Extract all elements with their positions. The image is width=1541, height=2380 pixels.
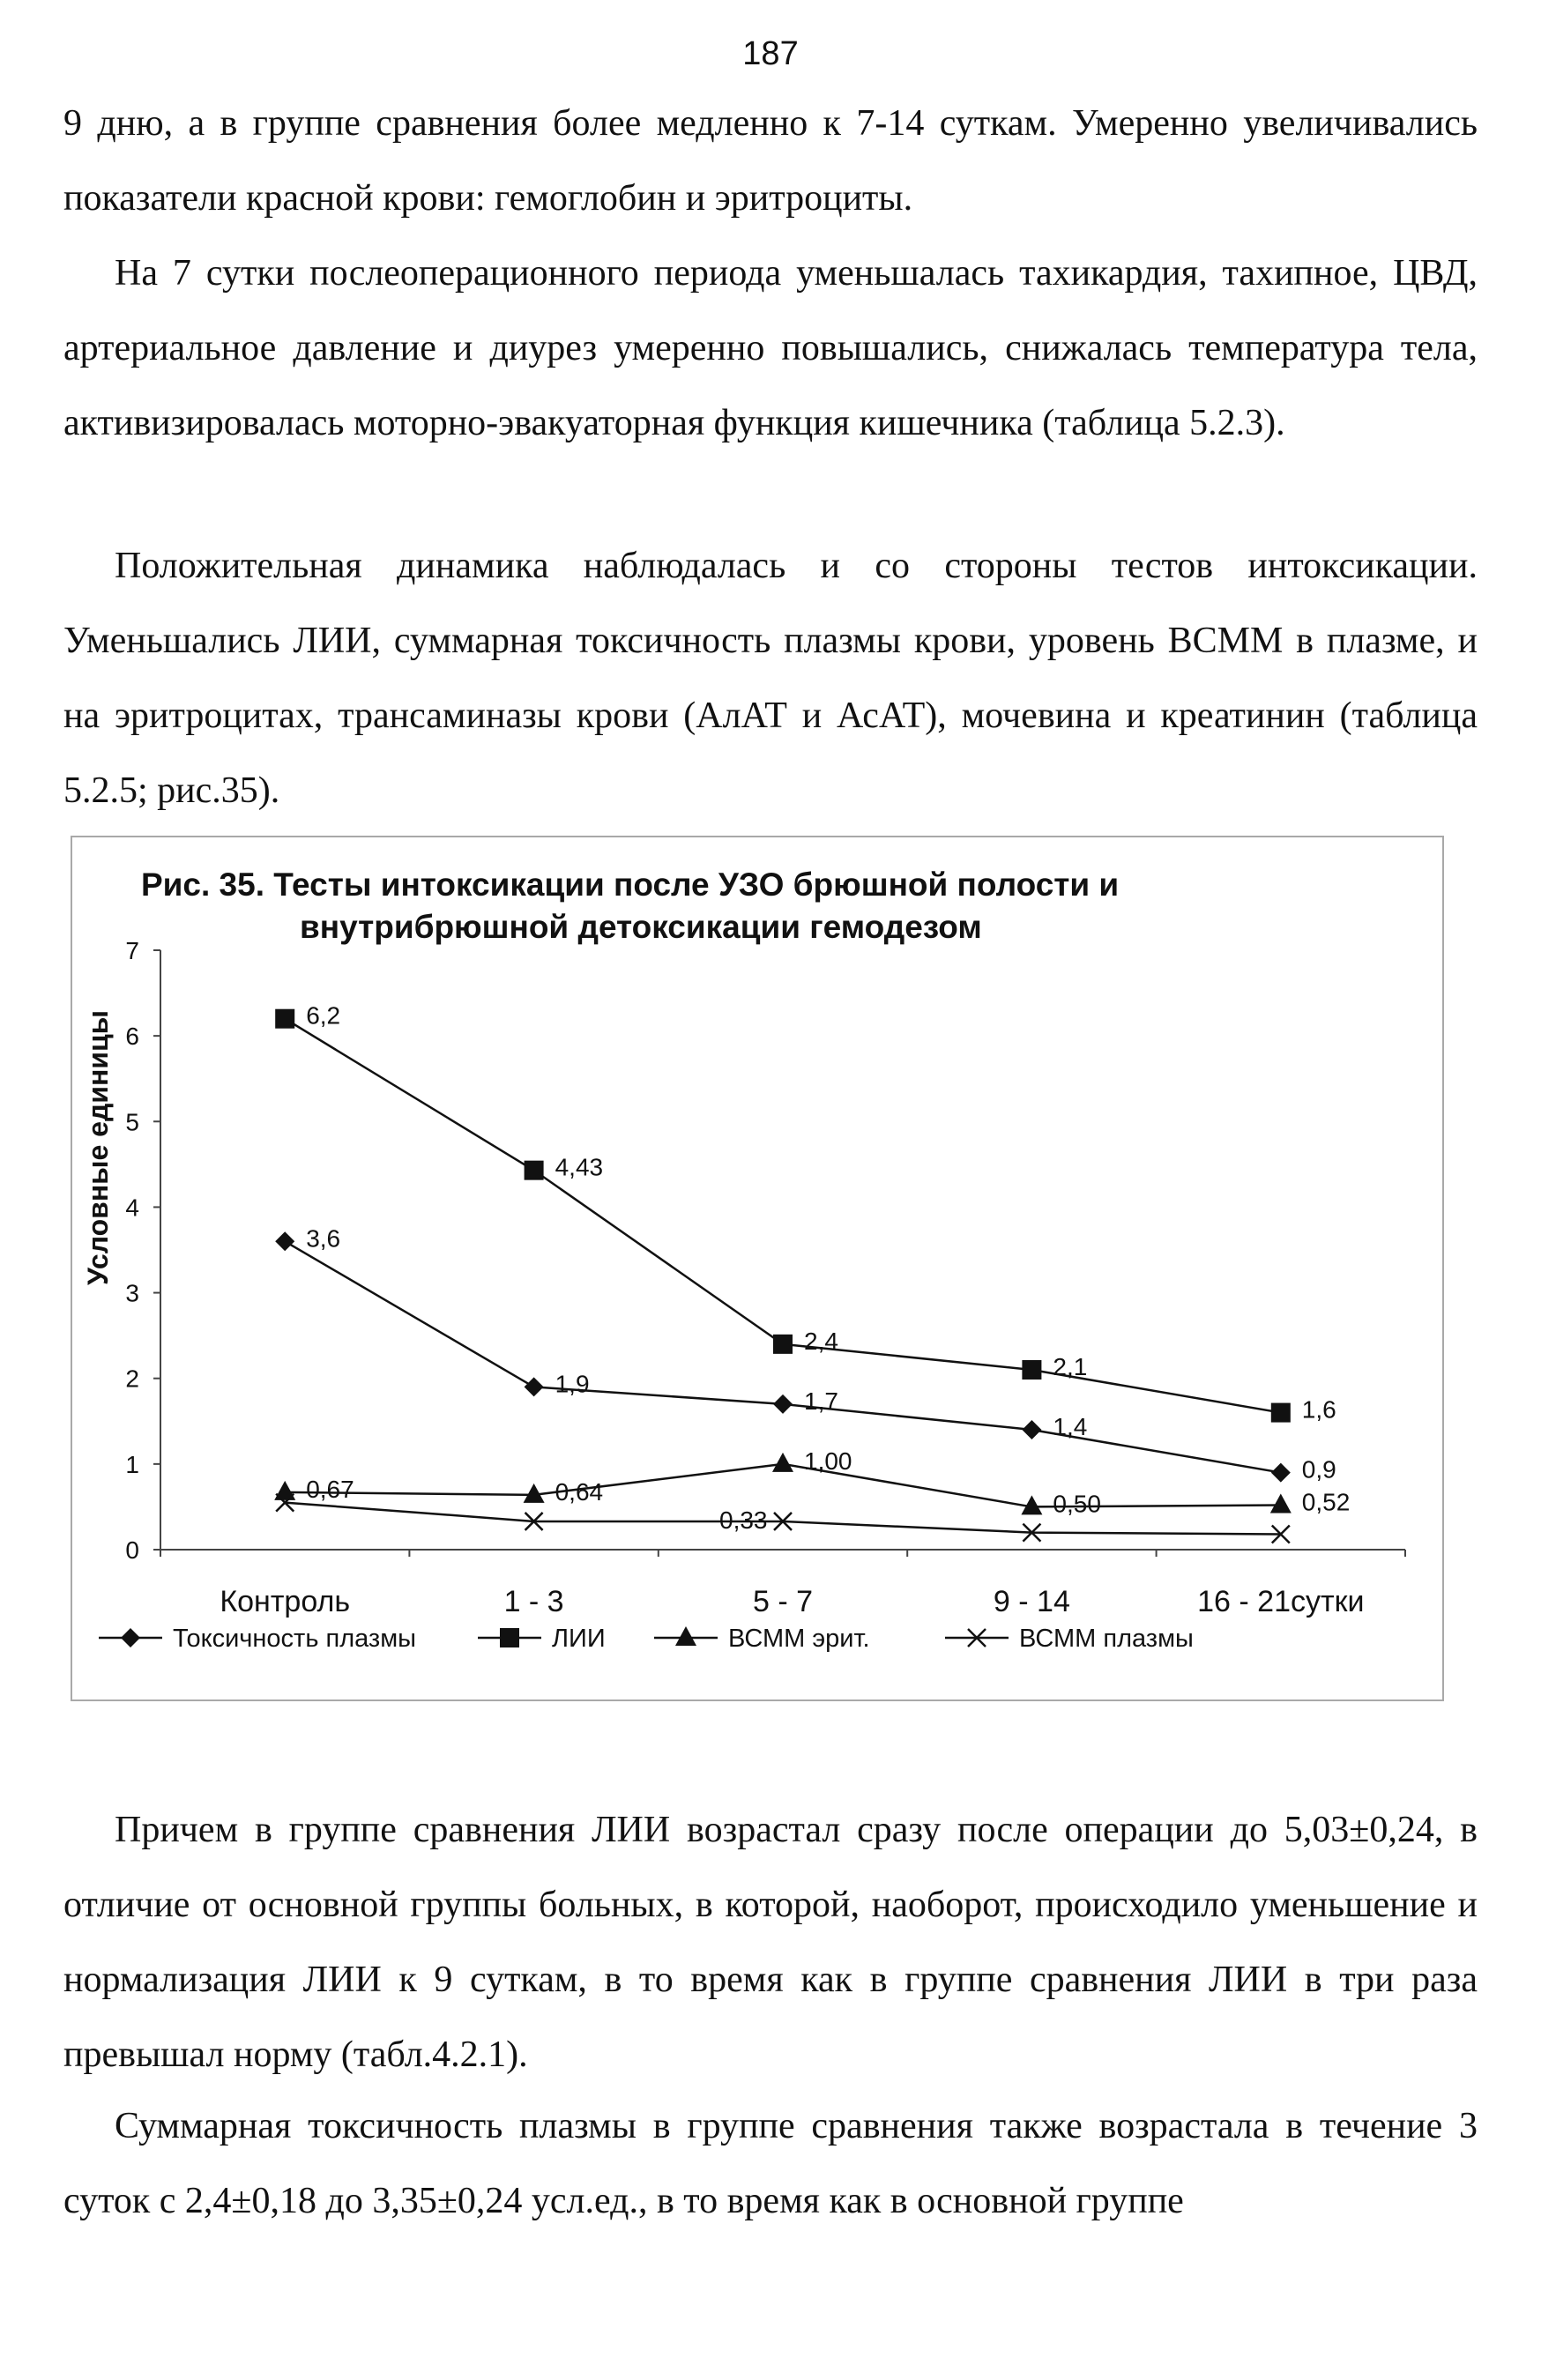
series-markers bbox=[274, 1009, 1292, 1543]
y-tick-label: 5 bbox=[125, 1108, 139, 1136]
y-tick-label: 3 bbox=[125, 1279, 139, 1307]
diamond-marker bbox=[1022, 1420, 1041, 1439]
data-label: 2,4 bbox=[804, 1327, 838, 1355]
x-category-label: 9 - 14 bbox=[993, 1585, 1070, 1618]
legend-label: Токсичность плазмы bbox=[173, 1625, 416, 1653]
data-label: 0,33 bbox=[719, 1506, 768, 1534]
x-category-label: 5 - 7 bbox=[752, 1585, 814, 1618]
data-label: 1,7 bbox=[804, 1387, 838, 1415]
paragraph-3: Положительная динамика наблюдалась и со стороны тестов интоксикации. Уменьшались ЛИИ, суммарная токсичность плазмы крови, уровень ВСММ в плазме, и на эритроцитах, трансаминазы крови (АлАТ и АсАТ), мочевина и креатинин (таблица 5.2.5; рис.35). bbox=[63, 546, 1478, 811]
y-tick-label: 4 bbox=[125, 1194, 139, 1222]
data-label: 3,6 bbox=[306, 1224, 341, 1253]
y-tick-label: 7 bbox=[125, 937, 139, 964]
diamond-marker bbox=[773, 1395, 793, 1414]
data-label: 0,52 bbox=[1301, 1488, 1351, 1516]
data-label: 1,4 bbox=[1053, 1413, 1088, 1440]
diamond-marker bbox=[275, 1231, 294, 1251]
data-label: 2,1 bbox=[1053, 1353, 1088, 1380]
data-label: 1,6 bbox=[1301, 1395, 1336, 1424]
data-label: 0,67 bbox=[306, 1475, 354, 1503]
triangle-marker bbox=[772, 1453, 793, 1472]
triangle-marker bbox=[274, 1481, 295, 1500]
diamond-marker bbox=[121, 1628, 140, 1647]
data-label: 6,2 bbox=[306, 1001, 341, 1030]
square-marker bbox=[500, 1628, 519, 1647]
square-marker bbox=[773, 1335, 793, 1354]
legend-label: ВСММ плазмы bbox=[1019, 1625, 1194, 1653]
paragraph-2: На 7 сутки послеоперационного периода уменьшалась тахикардия, тахипное, ЦВД, артериальное давление и диурез умеренно повышались, снижалась температура тела, активизировалась моторно-эвакуаторная функция кишечника (таблица 5.2.3). bbox=[63, 253, 1478, 443]
y-axis-label: Условные единицы bbox=[82, 1010, 114, 1285]
data-label: 1,00 bbox=[804, 1447, 852, 1475]
y-tick-label: 6 bbox=[125, 1023, 139, 1051]
data-label: 0,9 bbox=[1301, 1455, 1336, 1484]
square-marker bbox=[1022, 1360, 1041, 1380]
paragraph-4: Причем в группе сравнения ЛИИ возрастал сразу после операции до 5,03±0,24, в отличие от основной группы больных, в которой, наоборот, происходило уменьшение и нормализация ЛИИ к 9 суткам, в то время как в группе сравнения ЛИИ в три раза превышал норму (табл.4.2.1). bbox=[63, 1810, 1478, 2075]
data-label: 0,64 bbox=[555, 1477, 604, 1506]
chart-frame bbox=[71, 836, 1444, 1701]
legend-label: ВСММ эрит. bbox=[728, 1625, 870, 1653]
series-line-3 bbox=[285, 1503, 1281, 1535]
y-tick-label: 0 bbox=[125, 1536, 139, 1564]
diamond-marker bbox=[1271, 1463, 1291, 1483]
x-category-label: 1 - 3 bbox=[503, 1585, 564, 1618]
paragraph-5: Суммарная токсичность плазмы в группе сравнения также возрастала в течение 3 суток с 2,4±0,18 до 3,35±0,24 усл.ед., в то время как в основной группе bbox=[63, 2106, 1478, 2221]
triangle-marker bbox=[675, 1626, 696, 1646]
square-marker bbox=[525, 1161, 544, 1180]
series-line-0 bbox=[285, 1241, 1281, 1472]
toxicity-line-chart bbox=[72, 837, 1446, 1703]
x-category-label: 16 - 21сутки bbox=[1197, 1585, 1365, 1618]
data-label: 1,9 bbox=[555, 1370, 590, 1398]
chart-title-line-2: внутрибрюшной детоксикации гемодезом bbox=[300, 909, 982, 945]
triangle-marker bbox=[1270, 1493, 1292, 1513]
y-tick-label: 2 bbox=[125, 1365, 139, 1393]
paragraph-1: 9 дню, а в группе сравнения более медленно к 7-14 суткам. Умеренно увеличивались показатели красной крови: гемоглобин и эритроциты. bbox=[63, 103, 1478, 219]
legend-label: ЛИИ bbox=[552, 1625, 606, 1653]
data-labels bbox=[306, 1002, 1350, 1534]
square-marker bbox=[1271, 1403, 1291, 1423]
square-marker bbox=[275, 1009, 294, 1029]
chart-title-line-1: Рис. 35. Тесты интоксикации после УЗО брюшной полости и bbox=[141, 866, 1120, 903]
page-number: 187 bbox=[742, 35, 799, 72]
diamond-marker bbox=[525, 1377, 544, 1396]
data-label: 4,43 bbox=[555, 1153, 604, 1181]
y-tick-label: 1 bbox=[125, 1450, 139, 1478]
x-category-label: Контроль bbox=[220, 1585, 351, 1618]
legend bbox=[99, 1625, 1194, 1653]
data-label: 0,50 bbox=[1053, 1490, 1101, 1518]
